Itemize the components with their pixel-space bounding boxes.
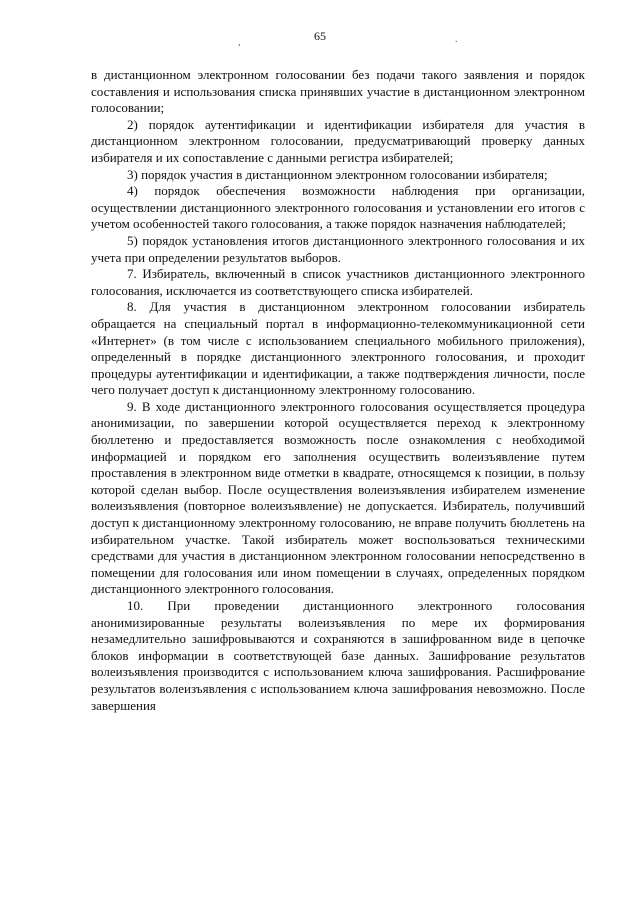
paragraph-item-2: 2) порядок аутентификации и идентификации избирателя для участия в дистанционном электронном голосовании, предусматривающий проверку данных избирателя и их сопоставление с данными регистра избирателей;	[91, 116, 585, 165]
paragraph-item-4: 4) порядок обеспечения возможности наблюдения при организации, осуществлении дистанционного электронного голосования и установлении его итогов с учетом особенностей такого голосования, а также порядок назначения наблюдателей;	[91, 183, 585, 232]
page-number: 65	[314, 29, 326, 43]
scan-mark: .	[455, 34, 458, 45]
paragraph-clause-8: 8. Для участия в дистанционном электронном голосовании избиратель обращается на специальный портал в информационно-телекоммуникационной сети «Интернет» (в том числе с использованием специального мобильного приложения), определенный в порядке дистанционного электронного голосования, и проходит процедуры аутентификации и идентификации, а также подтверждения личности, после чего получает доступ к дистанционному электронному голосованию.	[91, 299, 585, 398]
paragraph-clause-7: 7. Избиратель, включенный в список участников дистанционного электронного голосования, исключается из соответствующего списка избирателей.	[91, 266, 585, 298]
paragraph-clause-9: 9. В ходе дистанционного электронного голосования осуществляется процедура анонимизации, по завершении которой осуществляется переход к электронному бюллетеню и предоставляется возможность после ознакомления с необходимой информацией и порядком его заполнения осуществить волеизъявление путем проставления в электронном виде отметки в квадрате, относящемся к позиции, в пользу которой сделан выбор. После осуществления волеизъявления избирателем изменение волеизъявления (повторное волеизъявление) не допускается. Избиратель, получивший доступ к дистанционному электронному голосованию, не вправе получить бюллетень на избирательном участке. Такой избиратель может воспользоваться техническими средствами для участия в дистанционном электронном голосовании непосредственно в помещении для голосования или ином помещении в случаях, определенных порядком дистанционного электронного голосования.	[91, 398, 585, 597]
paragraph-item-3: 3) порядок участия в дистанционном электронном голосовании избирателя;	[127, 166, 548, 182]
document-body	[91, 67, 585, 714]
paragraph-clause-10: 10. При проведении дистанционного электронного голосования анонимизированные результаты волеизъявления по мере их формирования незамедлительно зашифровываются и сохраняются в зашифрованном виде в цепочке блоков информации в соответствующей базе данных. Зашифрование результатов волеизъявления производится с использованием ключа зашифрования. Расшифрование результатов волеизъявления с использованием ключа зашифрования невозможно. После завершения	[91, 598, 585, 713]
scan-mark: ,	[238, 37, 241, 48]
paragraph-item-5: 5) порядок установления итогов дистанционного электронного голосования и их учета при определении результатов выборов.	[91, 232, 585, 265]
paragraph-continuation: в дистанционном электронном голосовании без подачи такого заявления и порядок составления и использования списка принявших участие в дистанционном электронном голосовании;	[91, 67, 585, 116]
